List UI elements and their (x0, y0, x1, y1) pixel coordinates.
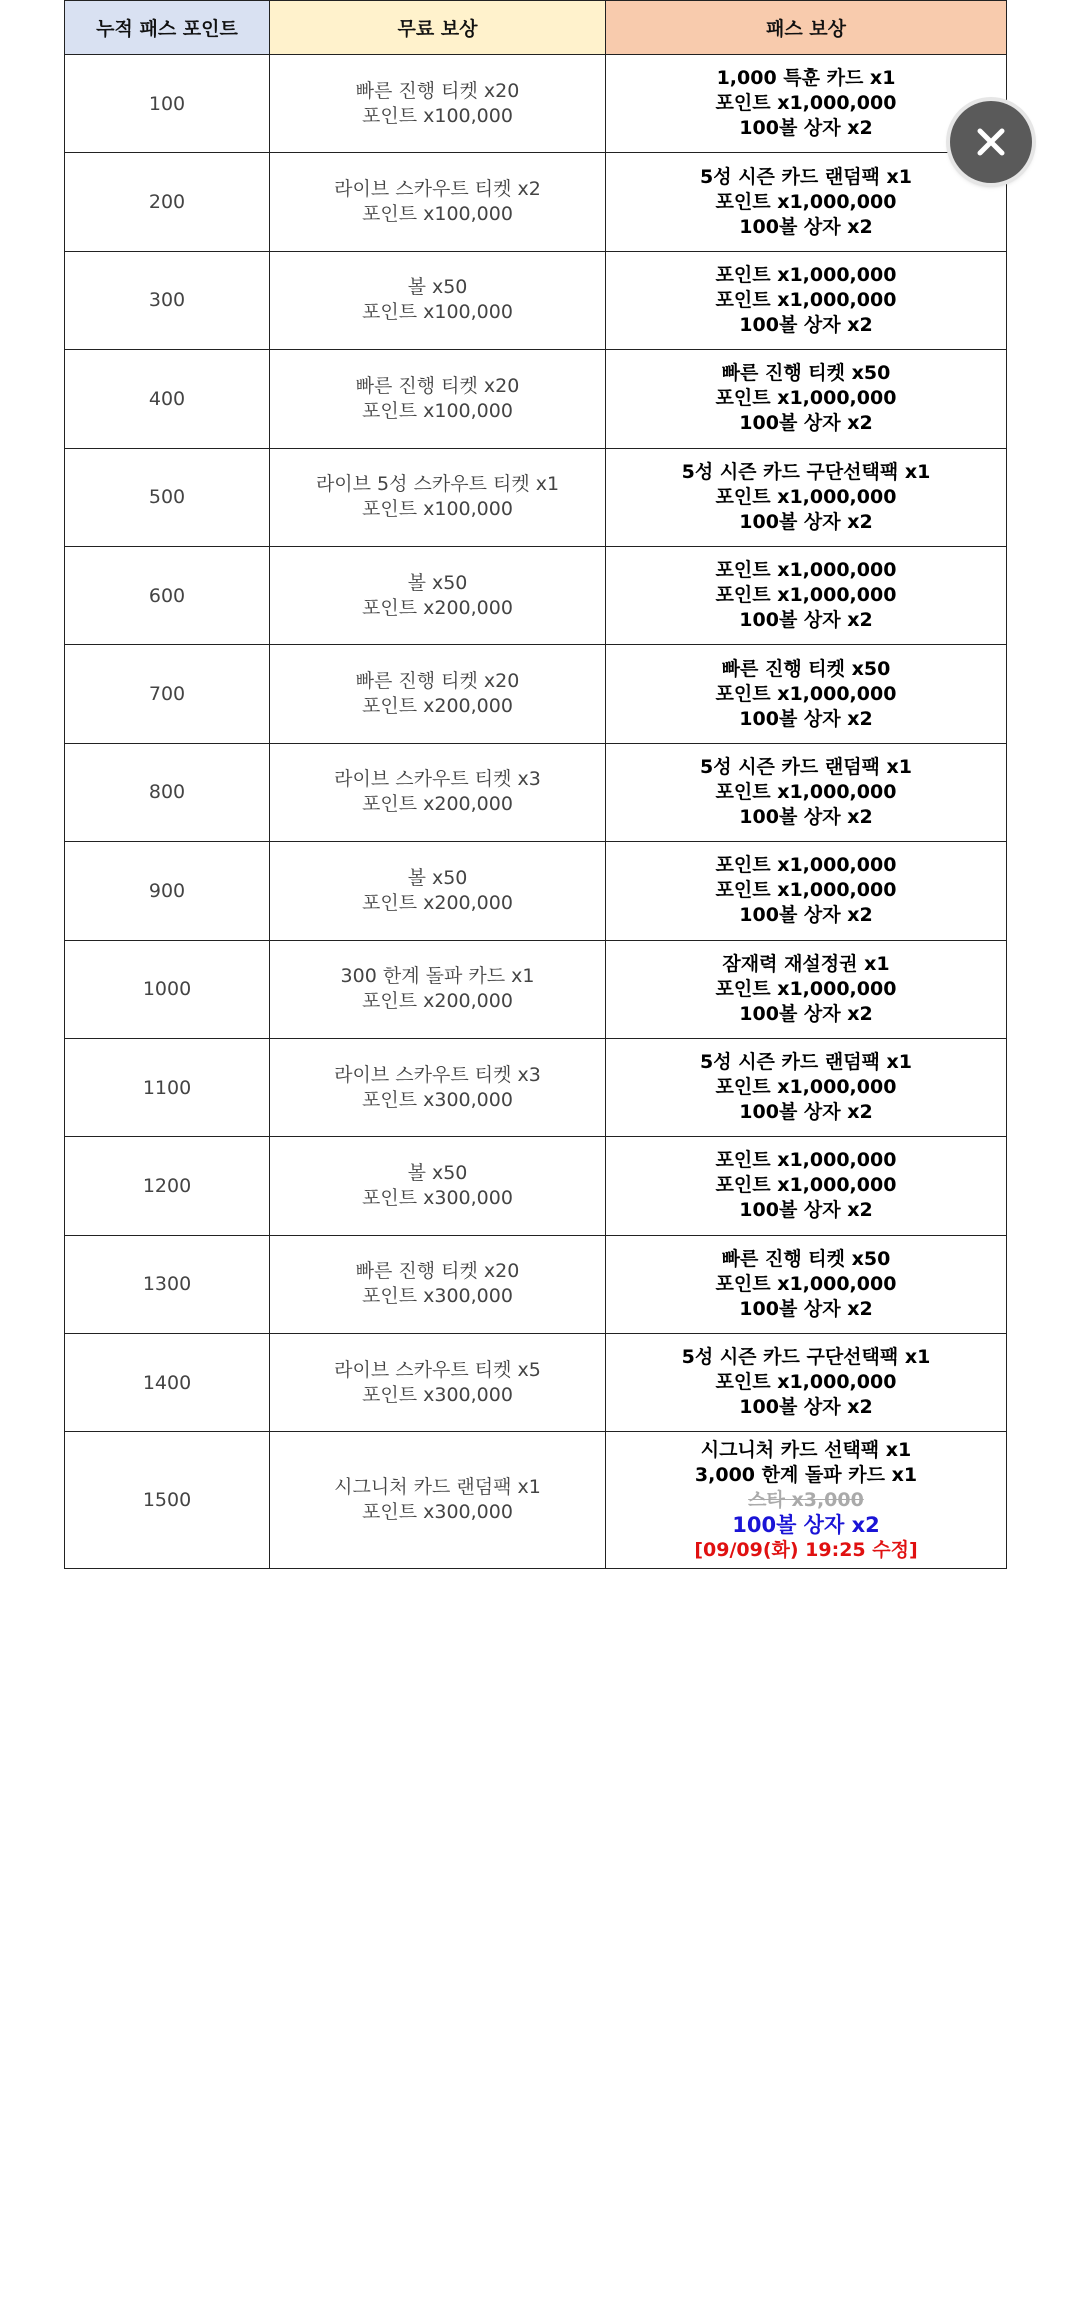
pass-reward-line: 포인트 x1,000,000 (715, 1371, 897, 1394)
free-reward-line: 포인트 x100,000 (362, 203, 513, 226)
pass-reward-line: 포인트 x1,000,000 (715, 584, 897, 607)
free-reward-line: 포인트 x100,000 (362, 498, 513, 521)
free-reward-cell (270, 1432, 606, 1569)
free-reward-line: 포인트 x300,000 (362, 1383, 513, 1406)
free-reward-line: 포인트 x300,000 (362, 1088, 513, 1111)
points-cell: 1400 (65, 1334, 270, 1432)
pass-reward-cell (606, 1432, 1007, 1569)
table-row (65, 1038, 1007, 1136)
points-cell: 400 (65, 350, 270, 448)
pass-reward-line: 포인트 x1,000,000 (715, 780, 897, 803)
pass-reward-line: 100볼 상자 x2 (739, 1297, 873, 1320)
free-reward-line: 포인트 x200,000 (362, 891, 513, 914)
close-button[interactable] (950, 101, 1032, 183)
free-reward-cell (270, 350, 606, 448)
table-row (65, 55, 1007, 153)
table-header-row (65, 1, 1007, 55)
reward-table-container (64, 0, 1006, 1569)
free-reward-line: 라이브 스카우트 티켓 x2 (334, 178, 541, 201)
free-reward-line: 빠른 진행 티켓 x20 (355, 374, 520, 397)
table-body (65, 55, 1007, 1569)
pass-reward-line: 빠른 진행 티켓 x50 (721, 657, 891, 680)
table-row (65, 153, 1007, 251)
pass-reward-line: 포인트 x1,000,000 (715, 387, 897, 410)
header-points: 누적 패스 포인트 (65, 1, 270, 55)
pass-reward-line: 5성 시즌 카드 랜덤팩 x1 (700, 1051, 912, 1074)
pass-reward-line: 포인트 x1,000,000 (715, 288, 897, 311)
table-row (65, 448, 1007, 546)
pass-reward-cell (606, 350, 1007, 448)
pass-reward-line: 1,000 특훈 카드 x1 (716, 67, 896, 90)
table-row (65, 251, 1007, 349)
table-row (65, 1137, 1007, 1235)
free-reward-line: 포인트 x300,000 (362, 1186, 513, 1209)
free-reward-cell (270, 251, 606, 349)
points-cell: 1500 (65, 1432, 270, 1569)
free-reward-cell (270, 546, 606, 644)
pass-reward-line: 100볼 상자 x2 (739, 1396, 873, 1419)
points-cell: 300 (65, 251, 270, 349)
table-row (65, 546, 1007, 644)
free-reward-line: 라이브 스카우트 티켓 x3 (334, 768, 541, 791)
pass-reward-line: 5성 시즌 카드 구단선택팩 x1 (681, 460, 931, 483)
free-reward-cell (270, 153, 606, 251)
table-row (65, 350, 1007, 448)
pass-reward-cell (606, 546, 1007, 644)
free-reward-line: 포인트 x100,000 (362, 399, 513, 422)
pass-reward-line: 빠른 진행 티켓 x50 (721, 1247, 891, 1270)
free-reward-cell (270, 1038, 606, 1136)
free-reward-line: 볼 x50 (407, 866, 468, 889)
pass-reward-line: 포인트 x1,000,000 (715, 1076, 897, 1099)
points-cell: 200 (65, 153, 270, 251)
free-reward-line: 포인트 x200,000 (362, 793, 513, 816)
free-reward-line: 빠른 진행 티켓 x20 (355, 1260, 520, 1283)
free-reward-line: 라이브 5성 스카우트 티켓 x1 (315, 473, 560, 496)
pass-reward-line: 포인트 x1,000,000 (715, 1149, 897, 1172)
pass-reward-line: 100볼 상자 x2 (739, 412, 873, 435)
pass-reward-line: 5성 시즌 카드 랜덤팩 x1 (700, 165, 912, 188)
pass-reward-line: 잠재력 재설정권 x1 (722, 952, 890, 975)
header-free-reward: 무료 보상 (270, 1, 606, 55)
free-reward-line: 포인트 x200,000 (362, 990, 513, 1013)
pass-reward-line: 포인트 x1,000,000 (715, 559, 897, 582)
pass-reward-line: 100볼 상자 x2 (739, 1101, 873, 1124)
pass-reward-table (64, 0, 1007, 1569)
points-cell: 1300 (65, 1235, 270, 1333)
table-row (65, 743, 1007, 841)
free-reward-line: 라이브 스카우트 티켓 x3 (334, 1063, 541, 1086)
pass-reward-line: 포인트 x1,000,000 (715, 92, 897, 115)
header-pass-reward: 패스 보상 (606, 1, 1007, 55)
pass-reward-line: 5성 시즌 카드 랜덤팩 x1 (700, 755, 912, 778)
pass-reward-cell (606, 842, 1007, 940)
pass-reward-line: 포인트 x1,000,000 (715, 854, 897, 877)
points-cell: 600 (65, 546, 270, 644)
pass-reward-cell (606, 743, 1007, 841)
pass-reward-line: 100볼 상자 x2 (739, 117, 873, 140)
pass-reward-line: 빠른 진행 티켓 x50 (721, 362, 891, 385)
revision-note: [09/09(화) 19:25 수정] (694, 1538, 918, 1561)
free-reward-cell (270, 842, 606, 940)
free-reward-line: 볼 x50 (407, 571, 468, 594)
pass-reward-line: 5성 시즌 카드 구단선택팩 x1 (681, 1346, 931, 1369)
pass-reward-cell (606, 55, 1007, 153)
pass-reward-cell (606, 1137, 1007, 1235)
pass-reward-line: 100볼 상자 x2 (739, 904, 873, 927)
free-reward-line: 볼 x50 (407, 276, 468, 299)
table-row (65, 842, 1007, 940)
table-row (65, 645, 1007, 743)
points-cell: 100 (65, 55, 270, 153)
pass-reward-line: 100볼 상자 x2 (739, 313, 873, 336)
points-cell: 1100 (65, 1038, 270, 1136)
free-reward-line: 볼 x50 (407, 1161, 468, 1184)
pass-reward-line: 시그니처 카드 선택팩 x1 (700, 1438, 912, 1461)
free-reward-cell (270, 1235, 606, 1333)
free-reward-cell (270, 1137, 606, 1235)
points-cell: 700 (65, 645, 270, 743)
free-reward-line: 시그니처 카드 랜덤팩 x1 (334, 1476, 541, 1499)
free-reward-cell (270, 645, 606, 743)
pass-reward-line: 포인트 x1,000,000 (715, 879, 897, 902)
free-reward-line: 빠른 진행 티켓 x20 (355, 670, 520, 693)
free-reward-cell (270, 940, 606, 1038)
pass-reward-line: 포인트 x1,000,000 (715, 682, 897, 705)
pass-reward-cell (606, 1235, 1007, 1333)
table-row-final (65, 1432, 1007, 1569)
pass-reward-cell (606, 1038, 1007, 1136)
pass-reward-line: 포인트 x1,000,000 (715, 263, 897, 286)
pass-reward-line: 포인트 x1,000,000 (715, 977, 897, 1000)
pass-reward-cell (606, 251, 1007, 349)
free-reward-cell (270, 743, 606, 841)
pass-reward-line: 100볼 상자 x2 (739, 609, 873, 632)
points-cell: 800 (65, 743, 270, 841)
pass-reward-line: 3,000 한계 돌파 카드 x1 (694, 1463, 918, 1486)
free-reward-cell (270, 1334, 606, 1432)
free-reward-line: 포인트 x200,000 (362, 596, 513, 619)
pass-reward-line: 포인트 x1,000,000 (715, 1174, 897, 1197)
pass-reward-cell (606, 153, 1007, 251)
pass-reward-highlight-line: 100볼 상자 x2 (732, 1512, 880, 1537)
pass-reward-line: 포인트 x1,000,000 (715, 485, 897, 508)
free-reward-line: 포인트 x300,000 (362, 1501, 513, 1524)
free-reward-cell (270, 55, 606, 153)
pass-reward-line: 100볼 상자 x2 (739, 805, 873, 828)
pass-reward-struck-line: 스타 x3,000 (748, 1488, 864, 1511)
table-row (65, 1334, 1007, 1432)
free-reward-line: 포인트 x200,000 (362, 695, 513, 718)
pass-reward-line: 포인트 x1,000,000 (715, 1272, 897, 1295)
points-cell: 900 (65, 842, 270, 940)
pass-reward-line: 포인트 x1,000,000 (715, 190, 897, 213)
pass-reward-cell (606, 940, 1007, 1038)
free-reward-cell (270, 448, 606, 546)
free-reward-line: 300 한계 돌파 카드 x1 (340, 965, 535, 988)
pass-reward-cell (606, 1334, 1007, 1432)
free-reward-line: 포인트 x300,000 (362, 1285, 513, 1308)
pass-reward-line: 100볼 상자 x2 (739, 707, 873, 730)
pass-reward-line: 100볼 상자 x2 (739, 1002, 873, 1025)
pass-reward-cell (606, 448, 1007, 546)
free-reward-line: 포인트 x100,000 (362, 301, 513, 324)
free-reward-line: 포인트 x100,000 (362, 104, 513, 127)
pass-reward-cell (606, 645, 1007, 743)
points-cell: 500 (65, 448, 270, 546)
table-row (65, 1235, 1007, 1333)
close-icon (974, 125, 1008, 159)
free-reward-line: 라이브 스카우트 티켓 x5 (334, 1358, 541, 1381)
points-cell: 1200 (65, 1137, 270, 1235)
pass-reward-line: 100볼 상자 x2 (739, 215, 873, 238)
points-cell: 1000 (65, 940, 270, 1038)
pass-reward-line: 100볼 상자 x2 (739, 510, 873, 533)
pass-reward-line: 100볼 상자 x2 (739, 1199, 873, 1222)
free-reward-line: 빠른 진행 티켓 x20 (355, 79, 520, 102)
table-row (65, 940, 1007, 1038)
